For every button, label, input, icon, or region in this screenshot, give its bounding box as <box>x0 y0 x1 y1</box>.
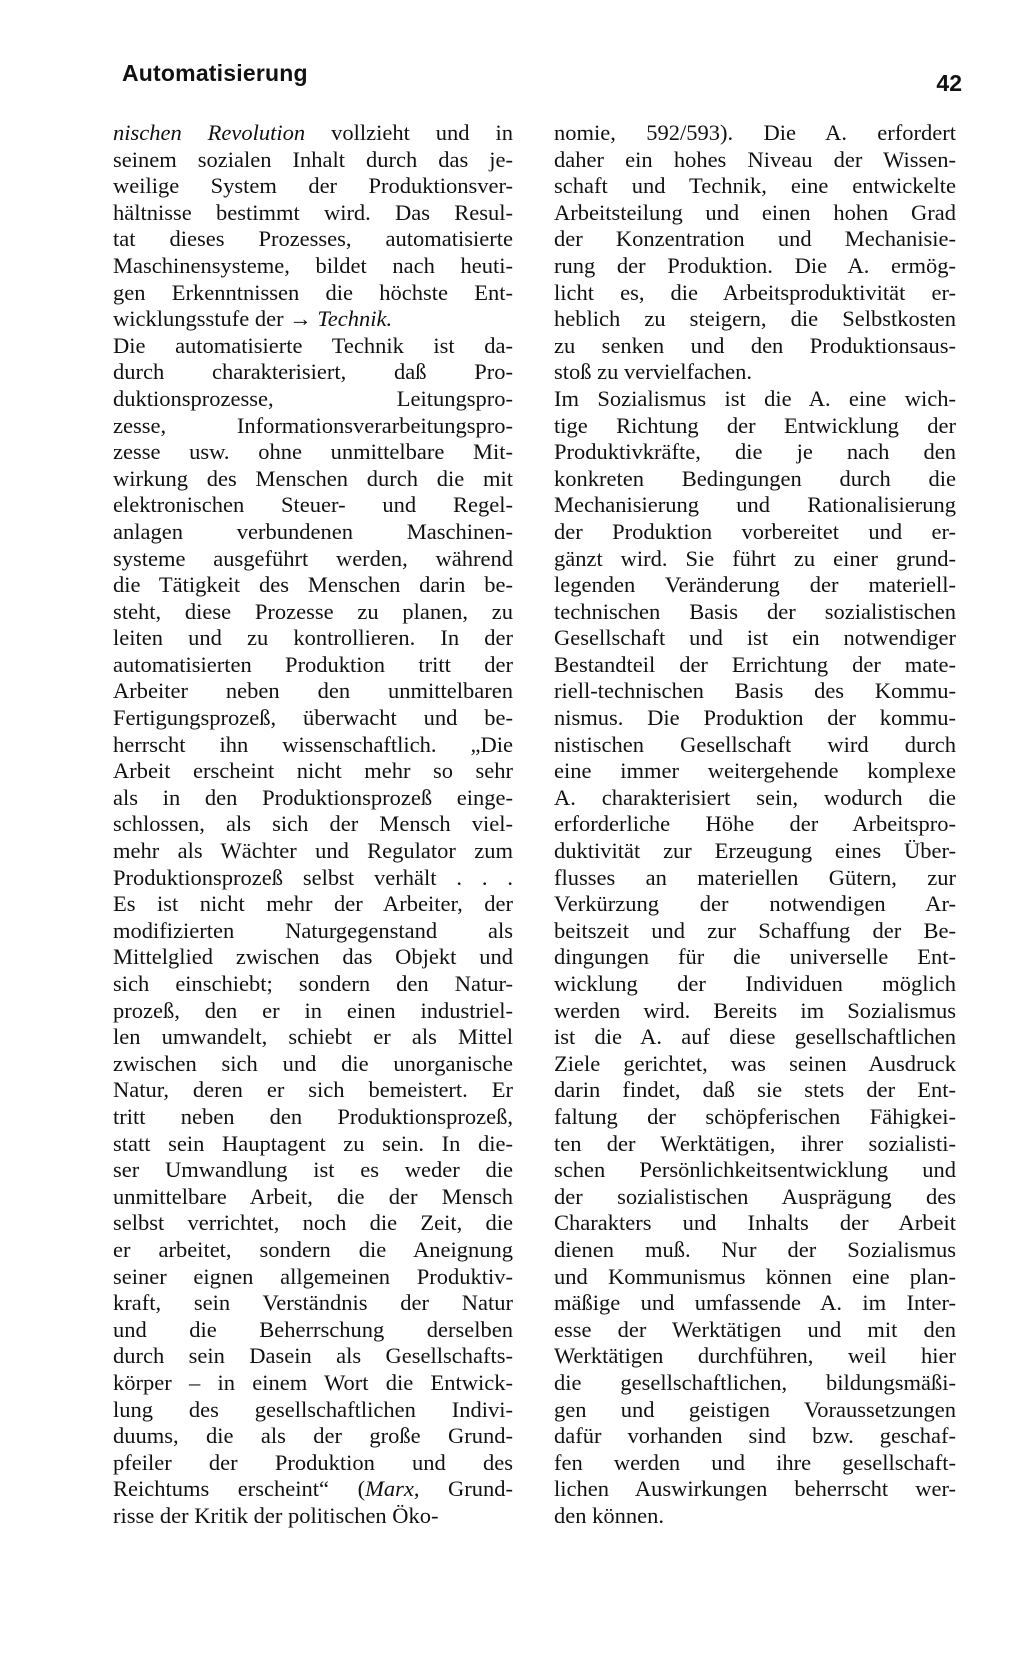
italic-term: nischen Revolution <box>113 120 306 145</box>
text-line: A. charakterisiert sein, wodurch die <box>554 784 956 810</box>
text-line: schlossen, als sich der Mensch viel- <box>113 811 513 837</box>
text-line: gänzt wird. Sie führt zu einer grund- <box>554 545 956 571</box>
text-line: ser Umwandlung ist es weder die <box>113 1157 513 1183</box>
text-line: legenden Veränderung der materiell- <box>554 572 956 598</box>
text-line: unmittelbare Arbeit, die der Mensch <box>113 1183 513 1209</box>
text-line: gen und geistigen Voraussetzungen <box>554 1396 956 1422</box>
text-line: flusses an materiellen Gütern, zur <box>554 864 956 890</box>
text-line: riell-technischen Basis des Kommu- <box>554 678 956 704</box>
text-line: schen Persönlichkeitsentwicklung und <box>554 1157 956 1183</box>
text-line: dafür vorhanden sind bzw. geschaf- <box>554 1423 956 1449</box>
text-line: wicklung der Individuen möglich <box>554 971 956 996</box>
text-line: ten der Werktätigen, ihrer sozialisti- <box>554 1130 956 1156</box>
text-line: die Tätigkeit des Menschen darin be- <box>113 572 513 598</box>
text-line: elektronischen Steuer- und Regel- <box>113 492 513 518</box>
text-line: kraft, sein Verständnis der Natur <box>113 1290 513 1316</box>
text-line: Natur, deren er sich bemeistert. Er <box>113 1077 513 1103</box>
text-line: Es ist nicht mehr der Arbeiter, der <box>113 891 513 917</box>
text-line: seinem sozialen Inhalt durch das je- <box>113 146 513 172</box>
text-line: Gesellschaft und ist ein notwendiger <box>554 625 956 651</box>
text-line: seiner eignen allgemeinen Produktiv- <box>113 1263 513 1289</box>
text-line: und die Beherrschung derselben <box>113 1316 513 1342</box>
text-line: der sozialistischen Ausprägung des <box>554 1183 956 1209</box>
text-line: Im Sozialismus ist die A. eine wich- <box>554 385 956 411</box>
text-line: fen werden und ihre gesellschaft- <box>554 1449 956 1475</box>
text-line: prozeß, den er in einen industriel- <box>113 997 513 1023</box>
text-line: Mechanisierung und Rationalisierung <box>554 492 956 518</box>
text-line: beitszeit und zur Schaffung der Be- <box>554 917 956 943</box>
text-line: nismus. Die Produktion der kommu- <box>554 705 956 731</box>
text-line: werden wird. Bereits im Sozialismus <box>554 997 956 1023</box>
text-line: nistischen Gesellschaft wird durch <box>554 731 956 757</box>
text-line: anlagen verbundenen Maschinen- <box>113 518 513 544</box>
text-line: daher ein hohes Niveau der Wissen- <box>554 146 956 172</box>
text-line: duktionsprozesse, Leitungspro- <box>113 385 513 411</box>
text-line: der Konzentration und Mechanisie- <box>554 226 956 252</box>
text-line: tritt neben den Produktionsprozeß, <box>113 1103 513 1129</box>
text-line: zesse usw. ohne unmittelbare Mit- <box>113 439 513 465</box>
text-line: statt sein Hauptagent zu sein. In die- <box>113 1130 513 1156</box>
text-line: dingungen für die universelle Ent- <box>554 944 956 970</box>
text-line: leiten und zu kontrollieren. In der <box>113 625 513 651</box>
text-line: Verkürzung der notwendigen Ar- <box>554 891 956 917</box>
text-line: ist die A. auf diese gesellschaftlichen <box>554 1024 956 1050</box>
italic-term: Technik. <box>317 306 393 332</box>
text-line: und Kommunismus können eine plan- <box>554 1263 956 1289</box>
text-line: durch charakterisiert, daß Pro- <box>113 359 513 385</box>
text-line: wirkung des Menschen durch die mit <box>113 465 513 491</box>
text-line: Werktätigen durchführen, weil hier <box>554 1343 956 1369</box>
text-column-right <box>554 120 956 1529</box>
text-line: licht es, die Arbeitsproduktivität er- <box>554 279 956 305</box>
text-line: faltung der schöpferischen Fähigkei- <box>554 1103 956 1129</box>
text-line: steht, diese Prozesse zu planen, zu <box>113 598 513 624</box>
text-line: technischen Basis der sozialistischen <box>554 598 956 624</box>
italic-term: Marx <box>365 1476 414 1502</box>
text-line: dienen muß. Nur der Sozialismus <box>554 1236 956 1262</box>
text-line: zu senken und den Produktionsaus- <box>554 332 956 358</box>
page-number: 42 <box>936 70 962 96</box>
text-line: tige Richtung der Entwicklung der <box>554 412 956 438</box>
text-line: körper – in einem Wort die Entwick- <box>113 1369 513 1395</box>
text-line: zesse, Informationsverarbeitungspro- <box>113 412 513 438</box>
text-line: lichen Auswirkungen beherrscht wer- <box>554 1476 956 1502</box>
text-line: selbst verrichtet, noch die Zeit, die <box>113 1210 513 1236</box>
text-line: duktivität zur Erzeugung eines Über- <box>554 838 956 864</box>
text-line: nomie, 592/593). Die A. erfordert <box>554 120 956 145</box>
text-line: duums, die als der große Grund- <box>113 1423 513 1449</box>
text-line: mehr als Wächter und Regulator zum <box>113 838 513 864</box>
text-line: risse der Kritik der politischen Öko- <box>113 1502 439 1528</box>
text-line: Fertigungsprozeß, überwacht und be- <box>113 705 513 731</box>
running-header-title: Automatisierung <box>122 60 308 86</box>
text-line: konkreten Bedingungen durch die <box>554 465 956 491</box>
text-line: Maschinensysteme, bildet nach heuti- <box>113 252 513 278</box>
text-line: Ziele gerichtet, was seinen Ausdruck <box>554 1050 956 1076</box>
text-line: als in den Produktionsprozeß einge- <box>113 784 513 810</box>
text-line: systeme ausgeführt werden, während <box>113 545 513 571</box>
text-line: herrscht ihn wissenschaftlich. „Die <box>113 731 513 757</box>
text-line: pfeiler der Produktion und des <box>113 1449 513 1475</box>
text-line: mäßige und umfassende A. im Inter- <box>554 1290 956 1316</box>
text-line: Produktivkräfte, die je nach den <box>554 439 956 465</box>
text-line: rung der Produktion. Die A. ermög- <box>554 252 956 278</box>
text-line: esse der Werktätigen und mit den <box>554 1316 956 1342</box>
text-line: Produktionsprozeß selbst verhält . . . <box>113 864 513 890</box>
text-column-left <box>113 120 513 1529</box>
text-line: die gesellschaftlichen, bildungsmäßi- <box>554 1369 956 1395</box>
text-line: stoß zu vervielfachen. <box>554 359 753 385</box>
text-line: hältnisse bestimmt wird. Das Resul- <box>113 199 513 225</box>
text-line: wicklungsstufe der → Technik. <box>113 306 393 332</box>
text-line: zwischen sich und die unorganische <box>113 1050 513 1076</box>
text-line: tat dieses Prozesses, automatisierte <box>113 226 513 252</box>
text-line: Bestandteil der Errichtung der mate- <box>554 651 956 677</box>
text-line: Die automatisierte Technik ist da- <box>113 332 513 358</box>
text-line: Mittelglied zwischen das Objekt und <box>113 944 513 970</box>
text-line: Reichtums erscheint“ (Marx, Grund- <box>113 1476 514 1502</box>
text-line: er arbeitet, sondern die Aneignung <box>113 1236 513 1262</box>
text-line: gen Erkenntnissen die höchste Ent- <box>113 279 513 305</box>
text-line: weilige System der Produktionsver- <box>113 173 513 199</box>
text-line: darin findet, daß sie stets der Ent- <box>554 1077 956 1103</box>
text-line: den können. <box>554 1502 664 1528</box>
text-line: Charakters und Inhalts der Arbeit <box>554 1210 956 1236</box>
text-line: modifizierten Naturgegenstand als <box>113 917 513 943</box>
text-line <box>113 120 513 147</box>
text-line: len umwandelt, schiebt er als Mittel <box>113 1024 513 1050</box>
text-line: schaft und Technik, eine entwickelte <box>554 173 956 199</box>
text-line: Arbeitsteilung und einen hohen Grad <box>554 199 956 225</box>
text-line: heblich zu steigern, die Selbstkosten <box>554 306 956 332</box>
text-line: Arbeiter neben den unmittelbaren <box>113 678 513 704</box>
text-line: durch sein Dasein als Gesellschafts- <box>113 1343 513 1369</box>
text-line: der Produktion vorbereitet und er- <box>554 518 956 544</box>
text-line-rest: vollzieht und in <box>305 120 513 145</box>
text-line: Arbeit erscheint nicht mehr so sehr <box>113 758 513 784</box>
text-line: erforderliche Höhe der Arbeitspro- <box>554 811 956 837</box>
text-line: lung des gesellschaftlichen Indivi- <box>113 1396 513 1422</box>
text-line: automatisierten Produktion tritt der <box>113 651 513 677</box>
text-line: sich einschiebt; sondern den Natur- <box>113 971 513 996</box>
text-line: eine immer weitergehende komplexe <box>554 758 956 784</box>
